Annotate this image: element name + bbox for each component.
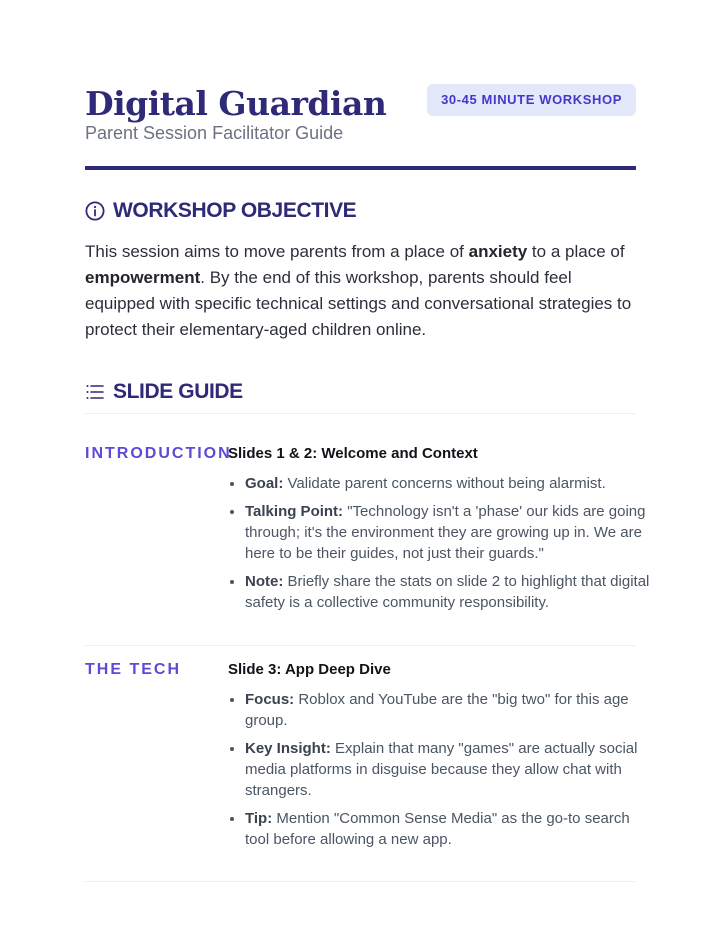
bullet-key: Tip: xyxy=(245,810,273,827)
bullet-text: "Technology isn't a 'phase' our kids are going through; it's the environment they are growing up in. We are here to be their guides, not just their guards." xyxy=(245,503,646,562)
objective-paragraph xyxy=(85,239,641,343)
info-circle-icon xyxy=(85,201,105,221)
bullet-text: Briefly share the stats on slide 2 to highlight that digital safety is a collective community responsibility. xyxy=(245,573,650,611)
objective-text: This session aims to move parents from a place of xyxy=(85,242,469,261)
bullet-text: Roblox and YouTube are the "big two" for this age group. xyxy=(245,691,629,729)
slide-guide-heading xyxy=(85,377,636,407)
entry-divider xyxy=(85,881,636,882)
bullet-text: Explain that many "games" are actually social media platforms in disguise because they allow chat with strangers. xyxy=(245,740,638,799)
bullet-key: Note: xyxy=(245,573,284,590)
objective-emphasis: empowerment xyxy=(85,268,201,287)
bullet-key: Key Insight: xyxy=(245,740,331,757)
objective-text: to a place of xyxy=(527,242,625,261)
entry-title: Slides 1 & 2: Welcome and Context xyxy=(228,445,478,462)
objective-emphasis: anxiety xyxy=(468,242,528,261)
entry-bullets xyxy=(228,473,655,620)
page-subtitle: Parent Session Facilitator Guide xyxy=(85,123,344,143)
bullet-key: Focus: xyxy=(245,691,295,708)
list-item xyxy=(245,501,655,564)
entry-divider xyxy=(85,645,636,646)
duration-badge: 30-45 MINUTE WORKSHOP xyxy=(427,84,636,116)
header xyxy=(85,82,636,172)
objective-heading-text: WORKSHOP OBJECTIVE xyxy=(113,199,357,222)
entry-label: THE TECH xyxy=(85,661,181,678)
bullet-key: Talking Point: xyxy=(245,503,344,520)
entry-label: INTRODUCTION xyxy=(85,445,232,462)
list-item xyxy=(245,689,655,731)
list-item xyxy=(245,808,655,850)
list-item xyxy=(245,473,655,494)
list-item xyxy=(245,571,655,613)
objective-text: . By the end of this workshop, parents should feel equipped with specific technical settings and conversational strategies to protect their elementary-aged children online. xyxy=(85,268,632,339)
page-title: Digital Guardian xyxy=(85,84,387,123)
list-icon xyxy=(85,382,105,402)
entry-title: Slide 3: App Deep Dive xyxy=(228,661,391,678)
objective-heading xyxy=(85,196,636,226)
bullet-text: Mention "Common Sense Media" as the go-to search tool before allowing a new app. xyxy=(245,810,630,848)
bullet-text: Validate parent concerns without being alarmist. xyxy=(283,475,606,492)
bullet-key: Goal: xyxy=(245,475,284,492)
header-divider xyxy=(85,166,636,170)
list-item xyxy=(245,738,655,801)
entry-bullets xyxy=(228,689,655,857)
slide-guide-heading-text: SLIDE GUIDE xyxy=(113,380,243,403)
section-divider xyxy=(85,413,636,414)
